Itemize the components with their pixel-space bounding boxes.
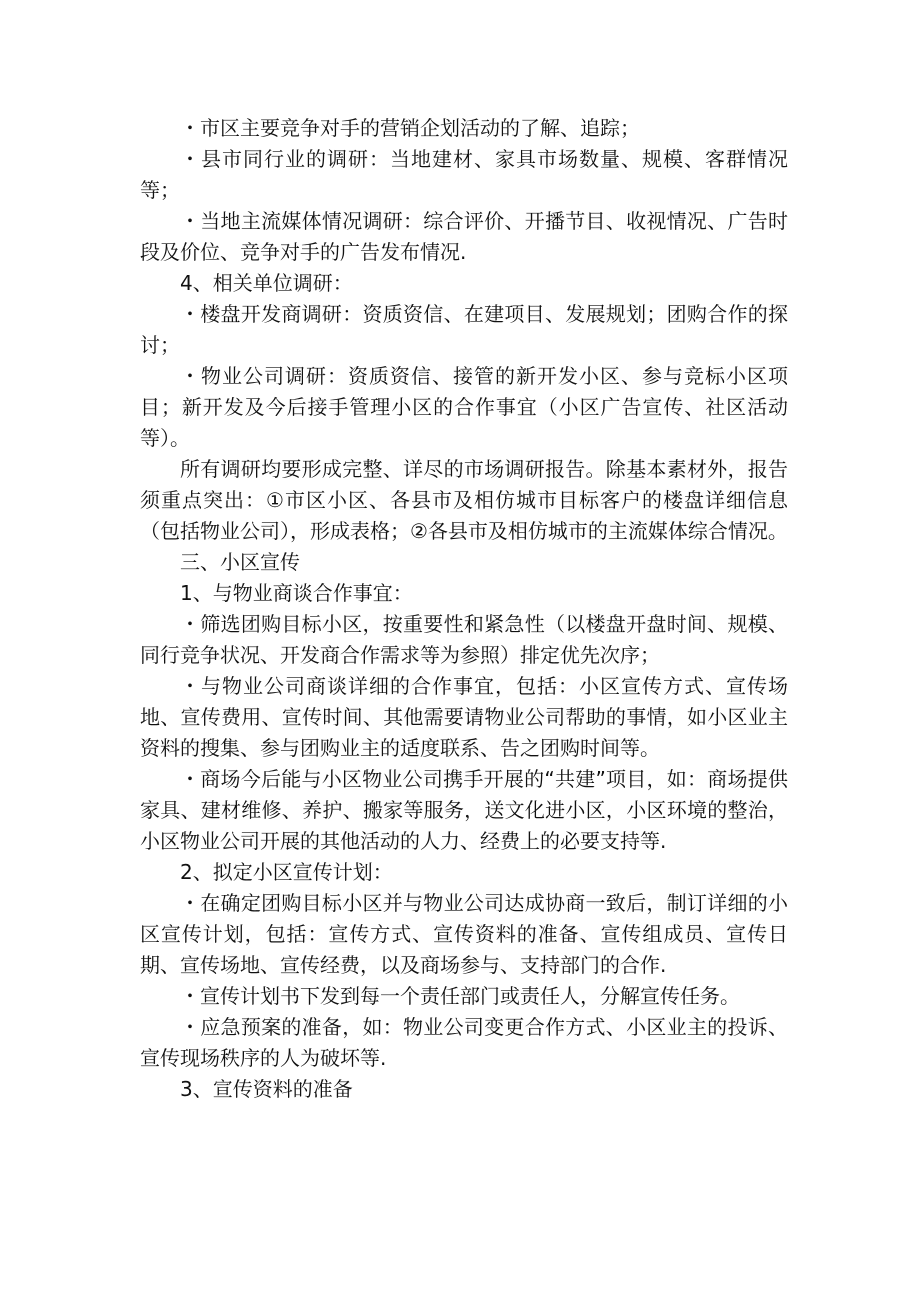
bullet-negotiate-details: ・与物业公司商谈详细的合作事宜，包括：小区宣传方式、宣传场地、宣传费用、宣传时间、其他需要请物业公司帮助的事情，如小区业主资料的搜集、参与团购业主的适度联系、告之团购时间等。 (140, 674, 788, 760)
bullet-select-target-communities: ・筛选团购目标小区，按重要性和紧急性（以楼盘开盘时间、规模、同行竞争状况、开发商合作需求等为参照）排定优先次序； (140, 612, 788, 667)
bullet-competitor-marketing: ・市区主要竞争对手的营销企划活动的了解、追踪； (180, 116, 640, 140)
bullet-joint-projects: ・商场今后能与小区物业公司携手开展的“共建”项目，如：商场提供家具、建材维修、养护、搬家等服务，送文化进小区，小区环境的整治，小区物业公司开展的其他活动的人力、经费上的必要支持等. (140, 767, 788, 853)
bullet-emergency-plan: ・应急预案的准备，如：物业公司变更合作方式、小区业主的投诉、宣传现场秩序的人为破坏等. (140, 1015, 788, 1070)
heading-promotion-plan: 2、拟定小区宣传计划： (180, 860, 393, 884)
bullet-county-industry-research: ・县市同行业的调研：当地建材、家具市场数量、规模、客群情况等； (140, 147, 788, 202)
bullet-local-media-research: ・当地主流媒体情况调研：综合评价、开播节目、收视情况、广告时段及价位、竞争对手的广告发布情况. (140, 209, 788, 264)
document-body (140, 113, 788, 1105)
paragraph-research-report: 所有调研均要形成完整、详尽的市场调研报告。除基本素材外，报告须重点突出：①市区小区、各县市及相仿城市目标客户的楼盘详细信息（包括物业公司），形成表格；②各县市及相仿城市的主流媒体综合情况。 (140, 457, 788, 543)
heading-promotion-materials: 3、宣传资料的准备 (180, 1077, 353, 1101)
section-heading-community-promotion: 三、小区宣传 (180, 550, 300, 574)
heading-negotiate-property: 1、与物业商谈合作事宜： (180, 581, 413, 605)
heading-related-units: 4、相关单位调研： (180, 271, 353, 295)
bullet-plan-distribution: ・宣传计划书下发到每一个责任部门或责任人，分解宣传任务。 (180, 984, 740, 1008)
bullet-property-company-research: ・物业公司调研：资质资信、接管的新开发小区、参与竞标小区项目；新开发及今后接手管理小区的合作事宜（小区广告宣传、社区活动等）。 (140, 364, 788, 450)
bullet-developer-research: ・楼盘开发商调研：资质资信、在建项目、发展规划；团购合作的探讨； (140, 302, 788, 357)
bullet-detailed-plan: ・在确定团购目标小区并与物业公司达成协商一致后，制订详细的小区宣传计划，包括：宣传方式、宣传资料的准备、宣传组成员、宣传日期、宣传场地、宣传经费，以及商场参与、支持部门的合作. (140, 891, 788, 977)
